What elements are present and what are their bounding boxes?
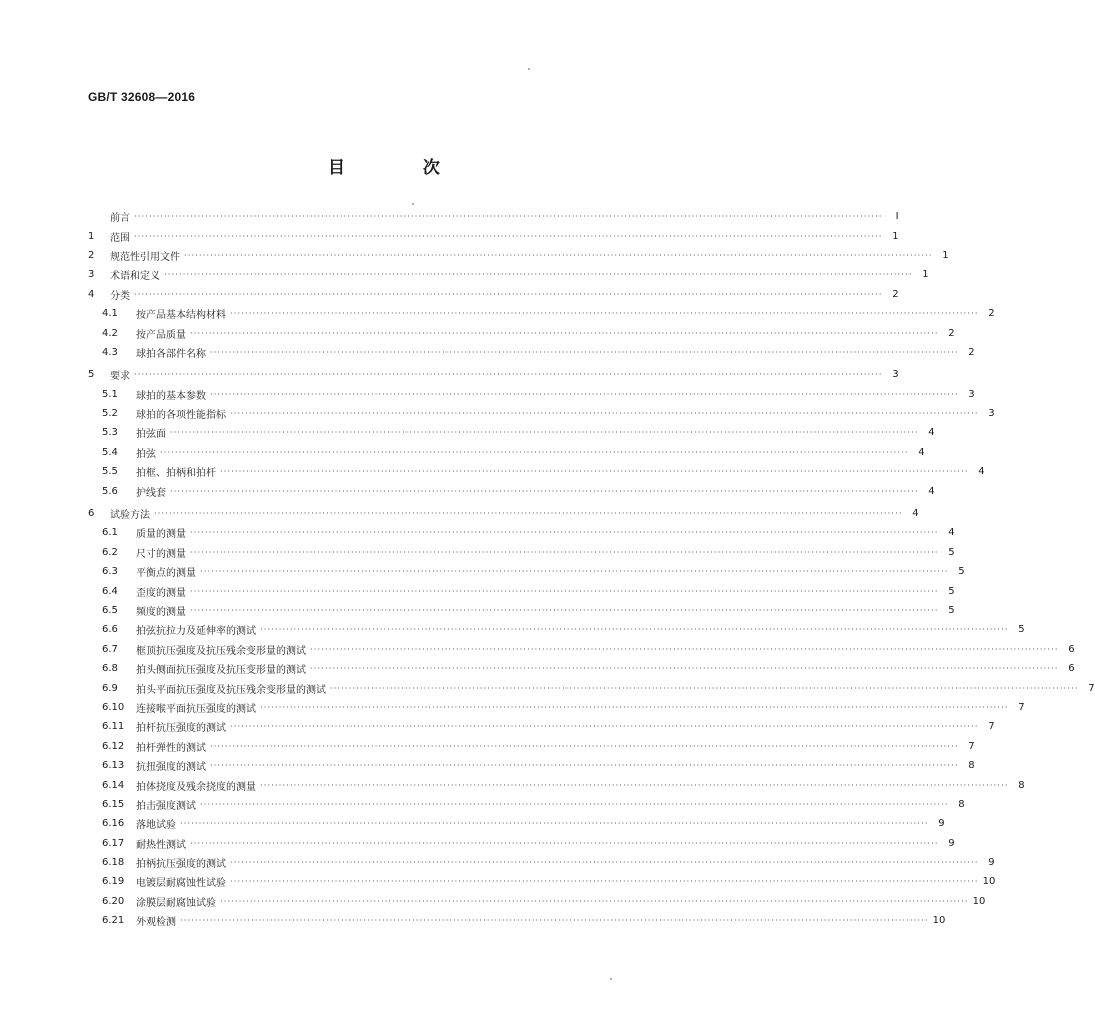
- dot-leader: ········································································································································································································: [134, 289, 883, 299]
- dot-leader: ········································································································································································································: [210, 741, 959, 751]
- toc-entry[interactable]: [86, 892, 986, 911]
- toc-entry-title: 护线套: [136, 487, 166, 499]
- toc-entry-title: 球拍的各项性能指标: [136, 410, 226, 422]
- toc-entry-number: 6: [88, 508, 95, 520]
- toc-entry-title: 试验方法: [110, 510, 150, 522]
- toc-entry[interactable]: [86, 659, 1075, 678]
- toc-entry-number: 6.20: [102, 895, 125, 907]
- toc-entry-page: 7: [968, 740, 975, 752]
- dot-leader: ········································································································································································································: [170, 486, 919, 496]
- toc-entry-number: 5.1: [102, 388, 118, 400]
- toc-entry-title: 球拍的基本参数: [136, 390, 206, 402]
- toc-entry-page: 7: [1088, 682, 1095, 694]
- dot-leader: ········································································································································································································: [230, 858, 979, 868]
- toc-entry[interactable]: [86, 385, 975, 404]
- toc-entry-page: 9: [948, 837, 955, 849]
- toc-entry-title: 尺寸的测量: [136, 548, 186, 560]
- toc-entry-title: 拍杆弹性的测试: [136, 742, 206, 754]
- toc-entry-title: 要求: [110, 371, 130, 383]
- dot-leader: ········································································································································································································: [230, 309, 979, 319]
- toc-entry-number: 3: [88, 269, 95, 281]
- toc-entry-title: 频度的测量: [136, 607, 186, 618]
- toc-entry-page: 7: [1018, 701, 1025, 713]
- toc-entry-number: 5.2: [102, 408, 118, 420]
- dot-leader: ········································································································································································································: [260, 625, 1009, 635]
- toc-entry-page: 4: [918, 446, 925, 458]
- dot-leader: ········································································································································································································: [170, 428, 919, 438]
- dot-leader: ········································································································································································································: [220, 467, 969, 477]
- toc-entry[interactable]: [86, 911, 946, 930]
- scan-speck: [412, 203, 414, 205]
- dot-leader: ········································································································································································································: [134, 231, 883, 241]
- dot-leader: ········································································································································································································: [180, 916, 929, 926]
- toc-entry-page: Ⅰ: [895, 211, 899, 223]
- toc-entry-title: 涂膜层耐腐蚀试验: [136, 897, 216, 909]
- toc-entry[interactable]: [86, 756, 975, 775]
- toc-entry-number: 6.9: [102, 682, 118, 694]
- toc-entry[interactable]: [86, 562, 965, 581]
- toc-entry-title: 范围: [110, 232, 130, 244]
- dot-leader: ········································································································································································································: [190, 547, 939, 557]
- toc-entry[interactable]: [86, 601, 955, 620]
- scan-speck: [528, 68, 530, 70]
- toc-entry-page: 9: [938, 818, 945, 830]
- toc-entry-title: 分类: [110, 290, 130, 302]
- dot-leader: ········································································································································································································: [160, 447, 909, 457]
- toc-entry[interactable]: [86, 443, 925, 462]
- scan-speck: [610, 978, 612, 980]
- toc-entry[interactable]: [86, 620, 1025, 639]
- toc-entry-title: 拍头平面抗压强度及抗压残余变形量的测试: [136, 684, 326, 696]
- dot-leader: ········································································································································································································: [190, 838, 939, 848]
- toc-entry-page: 3: [968, 388, 975, 400]
- toc-entry-number: 6.4: [102, 585, 118, 597]
- toc-entry[interactable]: [86, 775, 1025, 794]
- toc-entry[interactable]: [86, 323, 955, 342]
- toc-entry-page: 3: [892, 369, 899, 381]
- toc-entry-number: 1: [88, 230, 95, 242]
- dot-leader: ········································································································································································································: [180, 819, 929, 829]
- dot-leader: ········································································································································································································: [210, 389, 959, 399]
- dot-leader: ········································································································································································································: [200, 799, 949, 809]
- toc-entry-title: 拍柄抗压强度的测试: [136, 859, 226, 871]
- toc-entry-title: 框顶抗压强度及抗压残余变形量的测试: [136, 645, 306, 657]
- toc-entry-number: 6.6: [102, 624, 118, 636]
- dot-leader: ········································································································································································································: [220, 896, 969, 906]
- toc-entry-title: 拍头侧面抗压强度及抗压变形量的测试: [136, 665, 306, 677]
- toc-entry-page: 8: [1018, 779, 1025, 791]
- table-of-contents: [86, 207, 1095, 930]
- toc-entry-number: 6.21: [102, 915, 125, 927]
- toc-entry-title: 歪度的测量: [136, 587, 186, 599]
- dot-leader: ········································································································································································································: [210, 347, 959, 357]
- dot-leader: ········································································································································································································: [190, 328, 939, 338]
- toc-entry[interactable]: [86, 543, 955, 562]
- toc-entry-page: 9: [988, 857, 995, 869]
- toc-entry[interactable]: [86, 872, 996, 891]
- toc-entry-number: 6.17: [102, 837, 125, 849]
- toc-entry-number: 6.18: [102, 857, 125, 869]
- dot-leader: ········································································································································································································: [154, 509, 903, 519]
- toc-entry-title: 拍框、拍柄和拍杆: [136, 468, 216, 480]
- toc-entry-title: 外观检测: [136, 917, 176, 929]
- dot-leader: ········································································································································································································: [134, 370, 883, 380]
- toc-entry[interactable]: [86, 304, 995, 323]
- toc-entry-title: 拍弦: [136, 448, 156, 460]
- toc-entry[interactable]: [86, 481, 935, 500]
- toc-entry-page: 5: [1018, 624, 1025, 636]
- dot-leader: ········································································································································································································: [190, 586, 939, 596]
- toc-entry-title: 平衡点的测量: [136, 568, 196, 580]
- toc-entry-title: 抗扭强度的测试: [136, 762, 206, 774]
- toc-entry-title: 耐热性测试: [136, 839, 186, 851]
- dot-leader: ········································································································································································································: [190, 606, 939, 615]
- toc-entry-number: 6.1: [102, 527, 118, 539]
- toc-entry-number: 6.13: [102, 760, 125, 772]
- toc-entry-page: 10: [982, 876, 996, 888]
- toc-entry-page: 5: [948, 546, 955, 558]
- dot-leader: ········································································································································································································: [230, 409, 979, 419]
- toc-entry[interactable]: [86, 795, 965, 814]
- dot-leader: ········································································································································································································: [200, 567, 949, 577]
- dot-leader: ········································································································································································································: [190, 528, 939, 538]
- toc-entry[interactable]: [86, 678, 1095, 697]
- toc-entry-title: 拍弦抗拉力及延伸率的测试: [136, 626, 256, 638]
- toc-entry[interactable]: [86, 698, 1025, 717]
- toc-entry-page: 6: [1068, 643, 1075, 655]
- toc-entry[interactable]: [86, 365, 899, 384]
- toc-entry-number: 5.4: [102, 446, 118, 458]
- toc-entry-page: 7: [988, 721, 995, 733]
- dot-leader: ········································································································································································································: [230, 722, 979, 732]
- toc-entry[interactable]: [86, 404, 995, 423]
- dot-leader: ········································································································································································································: [310, 664, 1059, 674]
- toc-entry-title: 电镀层耐腐蚀性试验: [136, 878, 226, 890]
- toc-entry-title: 术语和定义: [110, 271, 160, 283]
- toc-entry-title: 球拍各部件名称: [136, 348, 206, 360]
- toc-entry-page: 10: [972, 895, 986, 907]
- toc-entry-page: 2: [968, 346, 975, 358]
- toc-entry-number: 4.1: [102, 308, 118, 320]
- toc-entry-page: 10: [932, 915, 946, 927]
- toc-entry-number: 6.7: [102, 643, 118, 655]
- toc-entry-title: 按产品质量: [136, 329, 186, 341]
- standard-code-header: GB/T 32608—2016: [88, 90, 196, 104]
- toc-entry-page: 4: [978, 466, 985, 478]
- toc-entry-page: 3: [988, 408, 995, 420]
- toc-entry-number: 5.6: [102, 485, 118, 497]
- toc-entry[interactable]: [86, 423, 935, 442]
- toc-entry[interactable]: [86, 523, 955, 542]
- toc-entry-number: 6.5: [102, 605, 118, 616]
- toc-entry-number: 6.19: [102, 876, 125, 888]
- toc-entry-page: 6: [1068, 663, 1075, 675]
- toc-entry-number: 5.3: [102, 427, 118, 439]
- toc-entry-page: 4: [928, 427, 935, 439]
- toc-entry-title: 前言: [110, 213, 130, 225]
- toc-entry-number: 4.2: [102, 327, 118, 339]
- toc-entry-page: 1: [922, 269, 929, 281]
- toc-entry-title: 拍击强度测试: [136, 800, 196, 812]
- toc-entry[interactable]: [86, 462, 985, 481]
- toc-entry-page: 4: [928, 485, 935, 497]
- toc-entry-title: 规范性引用文件: [110, 251, 180, 263]
- toc-entry-number: 6.15: [102, 798, 125, 810]
- toc-entry-page: 8: [958, 798, 965, 810]
- toc-entry-page: 2: [988, 308, 995, 320]
- dot-leader: ········································································································································································································: [210, 761, 959, 771]
- toc-entry-title: 拍体挠度及残余挠度的测量: [136, 781, 256, 793]
- toc-entry-title: 落地试验: [136, 820, 176, 832]
- toc-entry-page: 1: [942, 249, 949, 261]
- toc-entry-number: 6.16: [102, 818, 125, 830]
- toc-entry-page: 2: [892, 288, 899, 300]
- toc-entry-number: 6.12: [102, 740, 125, 752]
- toc-entry[interactable]: [86, 814, 945, 833]
- toc-entry[interactable]: [86, 737, 975, 756]
- toc-entry[interactable]: [86, 285, 899, 304]
- page-title: 目 次: [328, 158, 476, 178]
- toc-entry-number: 5: [88, 369, 95, 381]
- dot-leader: ········································································································································································································: [310, 644, 1059, 654]
- toc-entry-number: 6.8: [102, 663, 118, 675]
- toc-entry[interactable]: [86, 343, 975, 362]
- dot-leader: ········································································································································································································: [134, 212, 883, 222]
- toc-entry-title: 质量的测量: [136, 529, 186, 541]
- toc-entry-number: 6.3: [102, 566, 118, 578]
- toc-entry-number: 4.3: [102, 346, 118, 358]
- toc-entry-number: 5.5: [102, 466, 118, 478]
- toc-entry[interactable]: [86, 246, 949, 265]
- toc-entry-number: 4: [88, 288, 95, 300]
- toc-entry-page: 5: [948, 585, 955, 597]
- toc-entry-page: 4: [948, 527, 955, 539]
- toc-entry-number: 6.2: [102, 546, 118, 558]
- toc-entry[interactable]: [86, 853, 995, 872]
- toc-entry-number: 2: [88, 249, 95, 261]
- dot-leader: ········································································································································································································: [330, 683, 1079, 693]
- toc-entry[interactable]: [86, 640, 1075, 659]
- toc-entry[interactable]: [86, 834, 955, 853]
- dot-leader: ········································································································································································································: [260, 780, 1009, 790]
- toc-entry-page: 4: [912, 508, 919, 520]
- toc-entry[interactable]: [86, 504, 919, 523]
- toc-entry-number: 6.11: [102, 721, 125, 733]
- toc-entry-title: 拍弦面: [136, 429, 166, 441]
- dot-leader: ········································································································································································································: [260, 702, 1009, 712]
- toc-entry-title: 拍杆抗压强度的测试: [136, 723, 226, 735]
- toc-entry[interactable]: [86, 226, 899, 245]
- toc-entry-title: 按产品基本结构材料: [136, 310, 226, 322]
- toc-entry-page: 8: [968, 760, 975, 772]
- toc-entry-page: 5: [948, 605, 955, 616]
- dot-leader: ········································································································································································································: [230, 877, 979, 887]
- toc-entry-page: 2: [948, 327, 955, 339]
- toc-entry-title: 连接喉平面抗压强度的测试: [136, 703, 256, 715]
- toc-entry-number: 6.14: [102, 779, 125, 791]
- toc-entry-number: 6.10: [102, 701, 125, 713]
- toc-entry-page: 1: [892, 230, 899, 242]
- toc-entry-page: 5: [958, 566, 965, 578]
- dot-leader: ········································································································································································································: [184, 250, 933, 260]
- dot-leader: ········································································································································································································: [164, 270, 913, 280]
- toc-entry[interactable]: [86, 581, 955, 600]
- toc-entry[interactable]: [86, 717, 995, 736]
- toc-entry[interactable]: [86, 265, 929, 284]
- toc-entry[interactable]: [86, 207, 899, 226]
